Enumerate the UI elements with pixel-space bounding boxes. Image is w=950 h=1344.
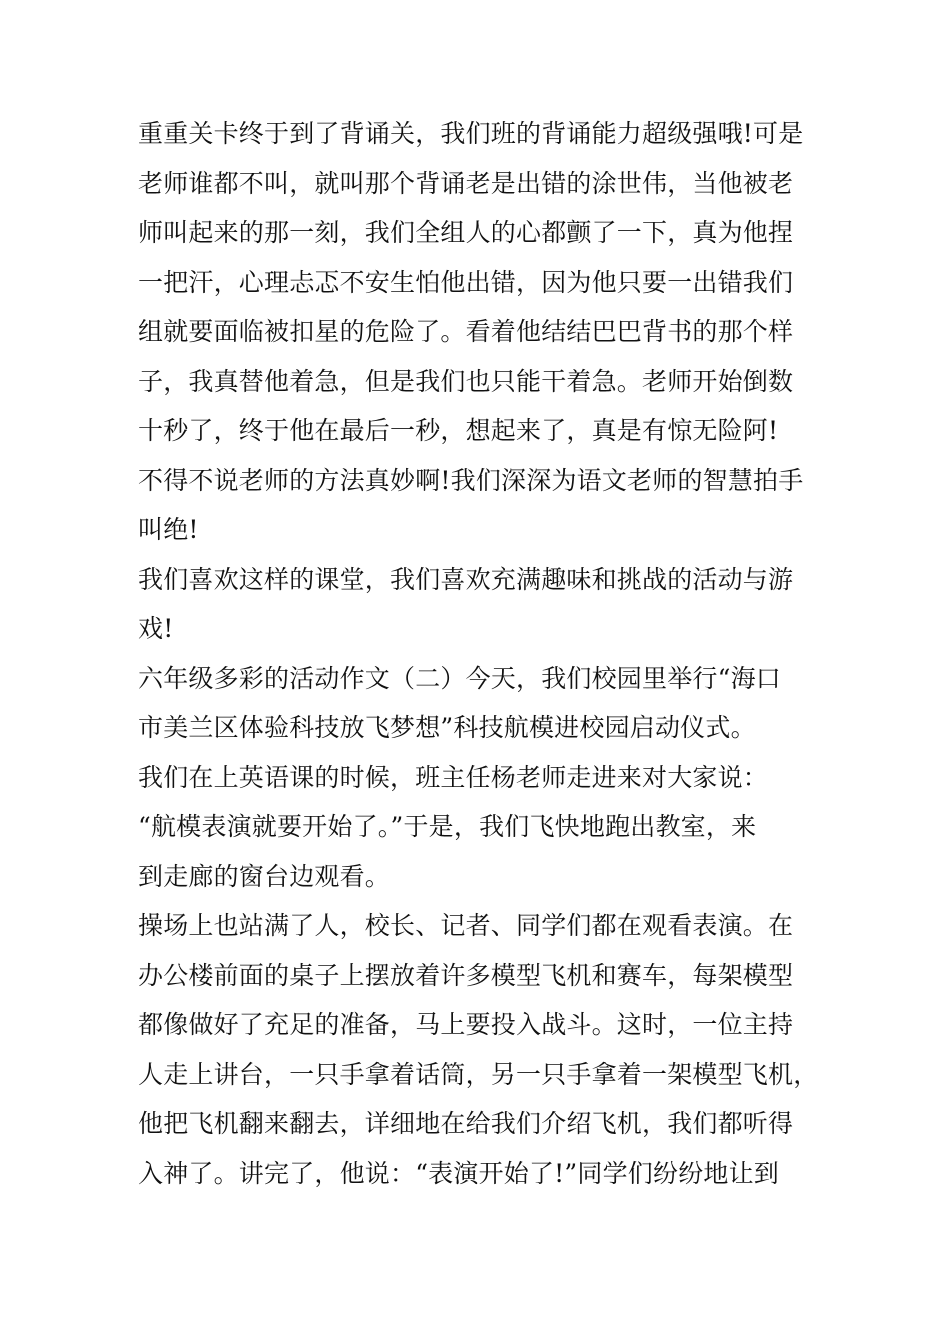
text-line: 六年级多彩的活动作文（二）今天，我们校园里举行“海口 bbox=[138, 663, 781, 693]
text-line: 重重关卡终于到了背诵关，我们班的背诵能力超级强哦!可是 bbox=[138, 119, 804, 148]
text-line: 到走廊的窗台边观看。 bbox=[138, 861, 391, 891]
text-line: 一把汗，心理忐忑不安生怕他出错，因为他只要一出错我们 bbox=[138, 267, 794, 297]
text-line: 组就要面临被扣星的危险了。看着他结结巴巴背书的那个样 bbox=[138, 317, 794, 346]
text-line: 市美兰区体验科技放飞梦想”科技航模进校园启动仪式。 bbox=[138, 713, 756, 742]
text-line: 不得不说老师的方法真妙啊!我们深深为语文老师的智慧拍手 bbox=[138, 465, 804, 495]
text-line: 都像做好了充足的准备，马上要投入战斗。这时，一位主持 bbox=[138, 1010, 794, 1039]
text-line: 叫绝! bbox=[138, 515, 199, 544]
text-line: 入神了。讲完了，他说：“表演开始了!”同学们纷纷地让到 bbox=[138, 1158, 780, 1188]
text-line: 我们在上英语课的时候，班主任杨老师走进来对大家说： bbox=[138, 762, 769, 792]
text-line: 办公楼前面的桌子上摆放着许多模型飞机和赛车，每架模型 bbox=[138, 960, 794, 990]
text-line: “航模表演就要开始了。”于是，我们飞快地跑出教室，来 bbox=[138, 812, 757, 841]
text-line: 操场上也站满了人，校长、记者、同学们都在观看表演。在 bbox=[138, 911, 794, 940]
text-line: 师叫起来的那一刻，我们全组人的心都颤了一下，真为他捏 bbox=[138, 218, 794, 247]
text-line: 我们喜欢这样的课堂，我们喜欢充满趣味和挑战的活动与游 bbox=[138, 564, 794, 594]
text-line: 戏! bbox=[138, 614, 174, 643]
text-line: 十秒了，终于他在最后一秒，想起来了，真是有惊无险阿! bbox=[138, 416, 779, 445]
text-line: 他把飞机翻来翻去，详细地在给我们介绍飞机，我们都听得 bbox=[138, 1109, 794, 1138]
text-line: 老师谁都不叫，就叫那个背诵老是出错的涂世伟，当他被老 bbox=[138, 168, 794, 198]
body-text bbox=[138, 109, 838, 1198]
text-line: 人走上讲台，一只手拿着话筒，另一只手拿着一架模型飞机， bbox=[138, 1059, 819, 1089]
text-line: 子，我真替他着急，但是我们也只能干着急。老师开始倒数 bbox=[138, 366, 794, 396]
